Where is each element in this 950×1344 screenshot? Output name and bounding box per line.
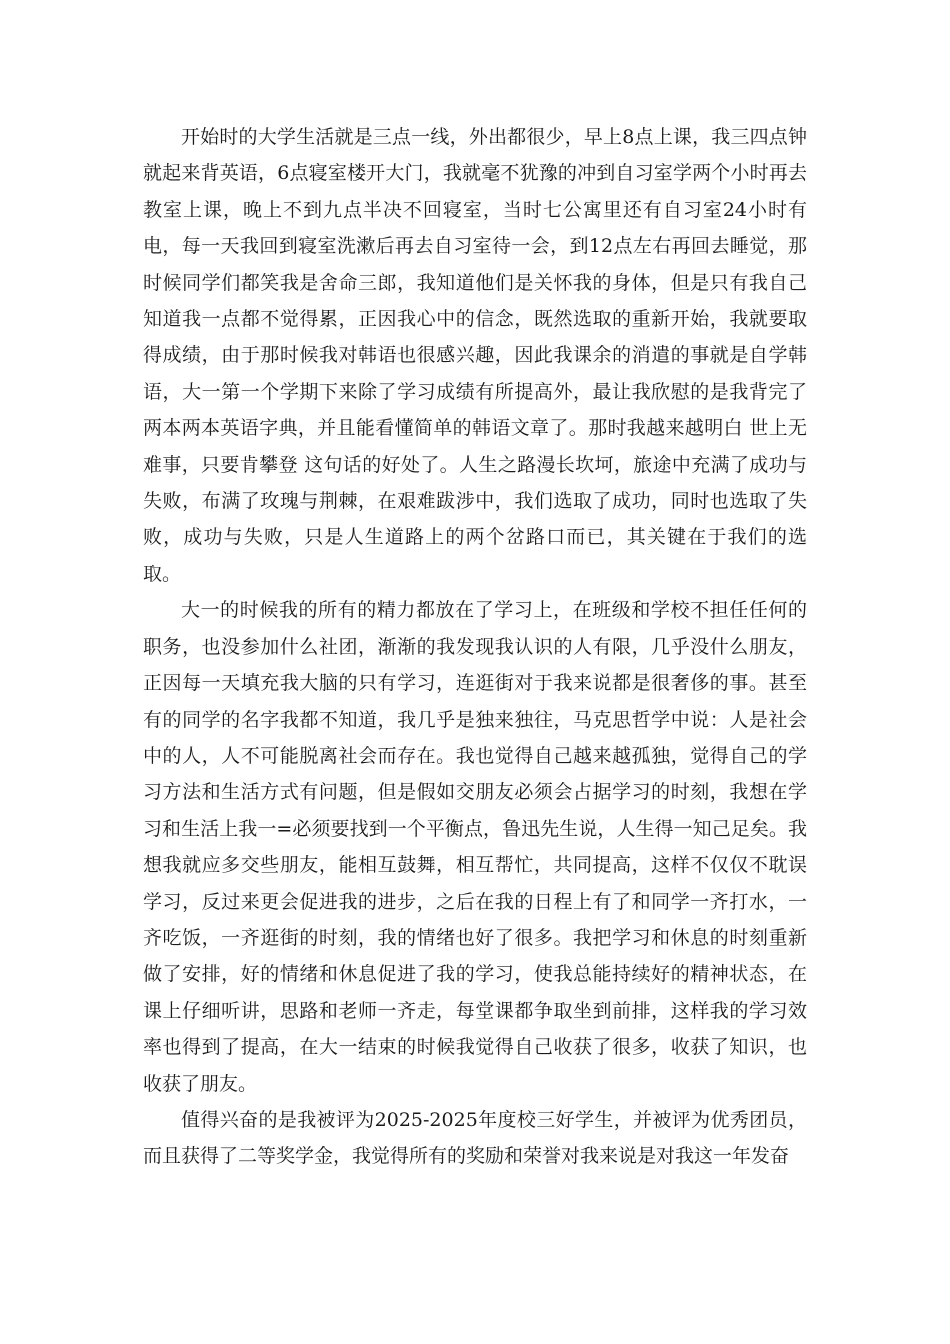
paragraph-2: 大一的时候我的所有的精力都放在了学习上，在班级和学校不担任任何的职务，也没参加什么社团，渐渐的我发现我认识的人有限，几乎没什么朋友，正因每一天填充我大脑的只有学习，连逛街对于我来说都是很奢侈的事。甚至有的同学的名字我都不知道，我几乎是独来独往，马克思哲学中说：人是社会中的人，人不可能脱离社会而存在。我也觉得自己越来越孤独，觉得自己的学习方法和生活方式有问题，但是假如交朋友必须会占据学习的时刻，我想在学习和生活上我一=必须要找到一个平衡点，鲁迅先生说，人生得一知己足矣。我想我就应多交些朋友，能相互鼓舞，相互帮忙，共同提高，这样不仅仅不耽误学习，反过来更会促进我的进步，之后在我的日程上有了和同学一齐打水，一齐吃饭，一齐逛街的时刻，我的情绪也好了很多。我把学习和休息的时刻重新做了安排，好的情绪和休息促进了我的学习，使我总能持续好的精神状态，在课上仔细听讲，思路和老师一齐走，每堂课都争取坐到前排，这样我的学习效率也得到了提高，在大一结束的时候我觉得自己收获了很多，收获了知识，也收获了朋友。 xyxy=(143,599,807,1095)
paragraph-3: 值得兴奋的是我被评为2025-2025年度校三好学生，并被评为优秀团员，而且获得了二等奖学金，我觉得所有的奖励和荣誉对我来说是对我这一年发奋 xyxy=(143,1108,807,1168)
document-body xyxy=(143,119,807,1175)
paragraph-1: 开始时的大学生活就是三点一线，外出都很少，早上8点上课，我三四点钟就起来背英语，6点寝室楼开大门，我就毫不犹豫的冲到自习室学两个小时再去教室上课，晚上不到九点半决不回寝室，当时七公寓里还有自习室24小时有电，每一天我回到寝室洗漱后再去自习室待一会，到12点左右再回去睡觉，那时候同学们都笑我是舍命三郎，我知道他们是关怀我的身体，但是只有我自己知道我一点都不觉得累，正因我心中的信念，既然选取的重新开始，我就要取得成绩，由于那时候我对韩语也很感兴趣，因此我课余的消遣的事就是自学韩语，大一第一个学期下来除了学习成绩有所提高外，最让我欣慰的是我背完了两本两本英语字典，并且能看懂简单的韩语文章了。那时我越来越明白 世上无难事，只要肯攀登 这句话的好处了。人生之路漫长坎坷，旅途中充满了成功与失败，布满了玫瑰与荆棘，在艰难跋涉中，我们选取了成功，同时也选取了失败，成功与失败，只是人生道路上的两个岔路口而已，其关键在于我们的选取。 xyxy=(143,126,807,585)
